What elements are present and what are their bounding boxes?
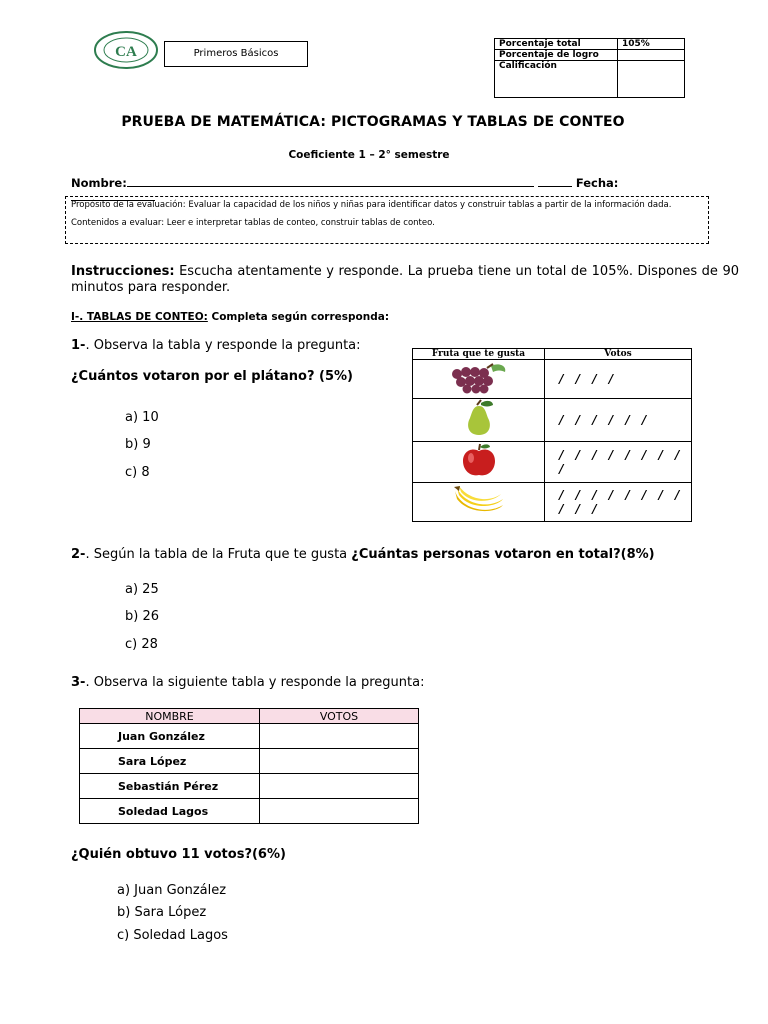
score-label: Porcentaje total bbox=[495, 39, 618, 50]
question-text: . Observa la tabla y responde la pregunta: bbox=[85, 338, 361, 353]
votes-cell[interactable] bbox=[260, 724, 419, 749]
table-row bbox=[413, 360, 692, 399]
table-row bbox=[80, 724, 419, 749]
score-table bbox=[494, 38, 685, 98]
table-row bbox=[80, 799, 419, 824]
name-label: Nombre: bbox=[71, 176, 127, 190]
votes-cell[interactable] bbox=[260, 774, 419, 799]
q2-option-b[interactable]: b) 26 bbox=[125, 609, 159, 624]
tally-marks: / / / / / / / / / bbox=[545, 442, 692, 483]
q3-option-a[interactable]: a) Juan González bbox=[117, 883, 227, 898]
votes-cell[interactable] bbox=[260, 749, 419, 774]
school-logo bbox=[93, 30, 159, 70]
question-3-prompt: ¿Quién obtuvo 11 votos?(6%) bbox=[71, 847, 286, 862]
date-label: Fecha: bbox=[575, 176, 619, 190]
instructions bbox=[71, 264, 739, 296]
table-header: VOTOS bbox=[260, 709, 419, 724]
table-row bbox=[413, 442, 692, 483]
name-cell: Sara López bbox=[80, 749, 260, 774]
pear-icon bbox=[413, 399, 545, 442]
grapes-icon bbox=[413, 360, 545, 399]
name-field-end bbox=[538, 186, 572, 187]
table-header: Votos bbox=[545, 349, 692, 360]
name-cell: Juan González bbox=[80, 724, 260, 749]
score-value: 105% bbox=[618, 39, 685, 50]
page-subtitle: Coeficiente 1 – 2° semestre bbox=[288, 149, 450, 161]
question-number: 3- bbox=[71, 675, 86, 690]
svg-text:CA: CA bbox=[115, 44, 137, 60]
table-header: Fruta que te gusta bbox=[413, 349, 545, 360]
question-text: . Según la tabla de la Fruta que te gusta bbox=[85, 547, 352, 562]
table-header: NOMBRE bbox=[80, 709, 260, 724]
score-row-grade bbox=[495, 61, 685, 98]
score-value[interactable] bbox=[618, 61, 685, 98]
q1-option-a[interactable]: a) 10 bbox=[125, 410, 159, 425]
votes-table bbox=[79, 708, 419, 824]
question-1-prompt: ¿Cuántos votaron por el plátano? (5%) bbox=[71, 369, 353, 384]
question-text: . Observa la siguiente tabla y responde la pregunta: bbox=[85, 675, 425, 690]
score-label: Porcentaje de logro bbox=[495, 50, 618, 61]
table-row bbox=[413, 399, 692, 442]
page-title: PRUEBA DE MATEMÁTICA: PICTOGRAMAS Y TABLAS DE CONTEO bbox=[121, 114, 625, 130]
fruit-tally-table bbox=[412, 348, 692, 522]
score-row-achievement bbox=[495, 50, 685, 61]
score-value[interactable] bbox=[618, 50, 685, 61]
table-row bbox=[80, 749, 419, 774]
name-cell: Soledad Lagos bbox=[80, 799, 260, 824]
q3-option-b[interactable]: b) Sara López bbox=[117, 905, 207, 920]
section-heading bbox=[71, 311, 389, 323]
votes-cell[interactable] bbox=[260, 799, 419, 824]
q3-option-c[interactable]: c) Soledad Lagos bbox=[117, 928, 228, 943]
question-number: 1- bbox=[71, 338, 86, 353]
score-label: Calificación bbox=[495, 61, 618, 98]
table-row bbox=[413, 483, 692, 522]
purpose-text: Propósito de la evaluación: Evaluar la capacidad de los niños y niñas para identificar datos y construir tablas a partir de la información dada. bbox=[71, 200, 672, 210]
question-number: 2- bbox=[71, 547, 86, 562]
name-field[interactable] bbox=[127, 186, 534, 187]
question-1 bbox=[71, 338, 393, 353]
question-prompt: ¿Cuántas personas votaron en total?(8%) bbox=[351, 547, 655, 562]
q1-option-b[interactable]: b) 9 bbox=[125, 437, 151, 452]
question-3 bbox=[71, 675, 751, 690]
section-title: I-. TABLAS DE CONTEO: bbox=[71, 311, 208, 323]
question-2 bbox=[71, 547, 751, 562]
name-cell: Sebastián Pérez bbox=[80, 774, 260, 799]
q2-option-c[interactable]: c) 28 bbox=[125, 637, 158, 652]
banana-icon bbox=[413, 483, 545, 522]
purpose-box bbox=[65, 196, 709, 244]
table-row bbox=[80, 774, 419, 799]
tally-marks: / / / / bbox=[545, 360, 692, 399]
tally-marks: / / / / / / / / / / / bbox=[545, 483, 692, 522]
contents-text: Contenidos a evaluar: Leer e interpretar tablas de conteo, construir tablas de conteo. bbox=[71, 218, 435, 228]
instructions-text: Escucha atentamente y responde. La prueba tiene un total de 105%. Dispones de 90 minutos para responder. bbox=[71, 264, 739, 295]
instructions-label: Instrucciones: bbox=[71, 264, 175, 279]
q2-option-a[interactable]: a) 25 bbox=[125, 582, 159, 597]
tally-marks: / / / / / / bbox=[545, 399, 692, 442]
level-box: Primeros Básicos bbox=[164, 41, 308, 67]
section-subtitle: Completa según corresponda: bbox=[207, 311, 390, 323]
apple-icon bbox=[413, 442, 545, 483]
score-row-total bbox=[495, 39, 685, 50]
q1-option-c[interactable]: c) 8 bbox=[125, 465, 150, 480]
